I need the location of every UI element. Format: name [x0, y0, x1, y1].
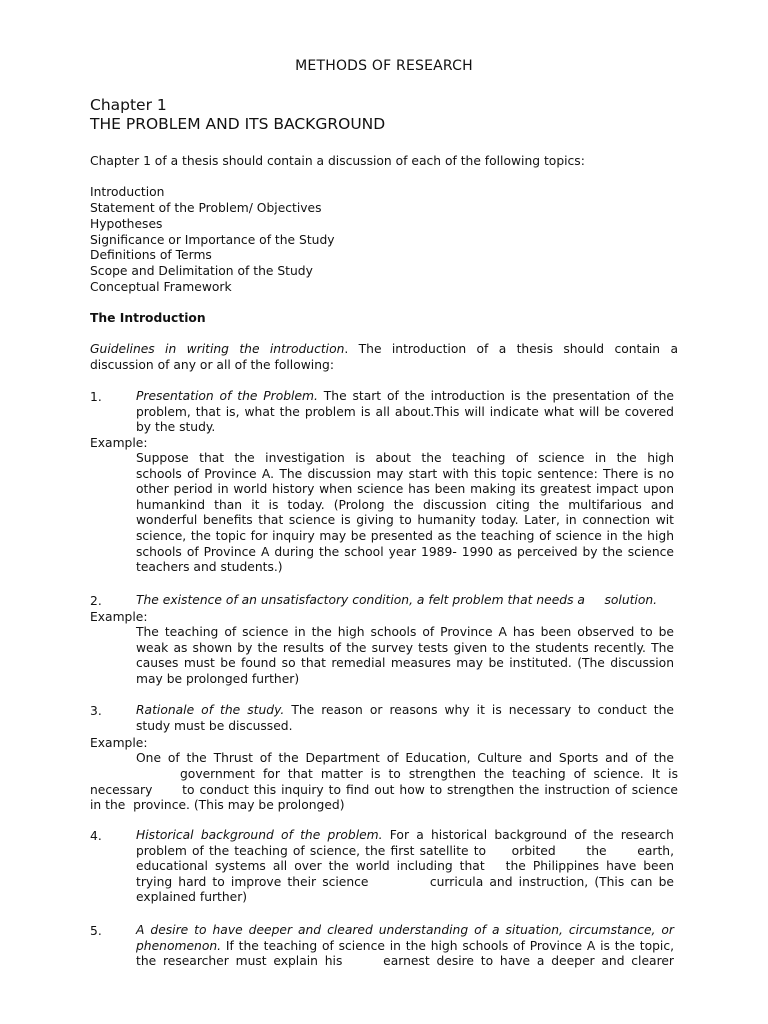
item-number: 2.: [90, 594, 102, 608]
item-2-text: [136, 593, 674, 609]
item-lead: Presentation of the Problem.: [136, 389, 318, 403]
example-line: schools of Province A. The discussion may start with this topic sentence: There is no: [136, 466, 674, 481]
example-line: teachers and students.): [136, 560, 283, 575]
topic-item: Significance or Importance of the Study: [90, 233, 335, 247]
item-line: [136, 939, 674, 955]
item-line: by the study.: [136, 420, 216, 435]
guidelines-rest: . The introduction of a thesis should contain a: [344, 342, 678, 356]
document-title: METHODS OF RESEARCH: [295, 58, 473, 74]
topic-item: Scope and Delimitation of the Study: [90, 264, 313, 278]
topic-item: Introduction: [90, 185, 165, 199]
item-5-text: [136, 923, 674, 970]
item-1-text: [136, 389, 674, 436]
item-line: explained further): [136, 890, 248, 905]
guidelines-italic: Guidelines in writing the introduction: [90, 342, 345, 356]
example-line: wonderful benefits that science is giving to humanity today. Later, in connection wit: [136, 513, 674, 528]
example-2-block: [136, 625, 674, 687]
example-line: science, the topic for inquiry may be presented as the teaching of science in the high: [136, 528, 674, 543]
example-1-block: [136, 451, 674, 576]
item-line: study must be discussed.: [136, 718, 293, 733]
example-line: may be prolonged further): [136, 671, 300, 686]
item-line: problem of the teaching of science, the first satellite to orbited the earth,: [136, 843, 674, 858]
example-line: necessary to conduct this inquiry to find out how to strengthen the instruction of science: [90, 783, 678, 797]
item-line: [136, 828, 674, 844]
guidelines-line-2: discussion of any or all of the following:: [90, 358, 334, 372]
example-line: Suppose that the investigation is about the teaching of science in the high: [136, 451, 674, 465]
example-line: causes must be found so that remedial measures may be instituted. (The discussion: [136, 656, 674, 671]
chapter-title: THE PROBLEM AND ITS BACKGROUND: [90, 115, 386, 133]
item-number: 3.: [90, 704, 102, 718]
item-line-rest: For a historical background of the research: [382, 828, 674, 842]
item-line: [136, 703, 674, 719]
topic-item: Statement of the Problem/ Objectives: [90, 201, 322, 215]
intro-sentence: Chapter 1 of a thesis should contain a discussion of each of the following topics:: [90, 154, 585, 168]
guidelines-line-1: [90, 341, 678, 357]
example-line: One of the Thrust of the Department of Education, Culture and Sports and of the: [136, 751, 674, 765]
chapter-number: Chapter 1: [90, 96, 167, 114]
item-3-text: [136, 703, 674, 734]
example-line: other period in world history when science has been making its greatest impact upon: [136, 482, 674, 497]
item-lead-2: phenomenon.: [136, 938, 222, 953]
example-label: Example:: [90, 436, 148, 450]
example-line: humankind than it is today. (Prolong the discussion citing the multifarious and: [136, 497, 674, 512]
example-line: government for that matter is to strengthen the teaching of science. It is: [180, 767, 678, 781]
example-line: in the province. (This may be prolonged): [90, 798, 345, 812]
item-line-rest: The reason or reasons why it is necessary to conduct the: [284, 703, 674, 717]
item-lead: A desire to have deeper and cleared understanding of a situation, circumstance, or: [136, 923, 674, 937]
item-line: educational systems all over the world including that the Philippines have been: [136, 859, 674, 874]
example-line: The teaching of science in the high schools of Province A has been observed to be: [136, 625, 674, 639]
example-label: Example:: [90, 610, 148, 624]
topic-item: Hypotheses: [90, 217, 163, 231]
item-number: 4.: [90, 829, 102, 843]
example-line: weak as shown by the results of the survey tests given to the students recently. The: [136, 640, 674, 655]
topic-item: Conceptual Framework: [90, 280, 232, 294]
item-line: the researcher must explain his earnest desire to have a deeper and clearer: [136, 954, 674, 969]
item-line-rest: If the teaching of science in the high schools of Province A is the topic,: [221, 938, 674, 953]
item-number: 5.: [90, 924, 102, 938]
topic-item: Definitions of Terms: [90, 248, 212, 262]
item-line-rest: The start of the introduction is the presentation of the: [317, 389, 674, 403]
item-line: [136, 389, 674, 405]
example-label: Example:: [90, 736, 148, 750]
item-lead: Historical background of the problem.: [136, 828, 383, 842]
item-line: trying hard to improve their science curricula and instruction, (This can be: [136, 874, 674, 889]
item-line: problem, that is, what the problem is all about.This will indicate what will be covered: [136, 404, 674, 419]
example-line: schools of Province A during the school year 1989- 1990 as perceived by the science: [136, 544, 674, 559]
item-lead: The existence of an unsatisfactory condition, a felt problem that needs a solution.: [136, 593, 658, 607]
section-heading: The Introduction: [90, 311, 206, 325]
item-number: 1.: [90, 390, 102, 404]
item-lead: Rationale of the study.: [136, 703, 285, 717]
item-4-text: [136, 828, 674, 906]
